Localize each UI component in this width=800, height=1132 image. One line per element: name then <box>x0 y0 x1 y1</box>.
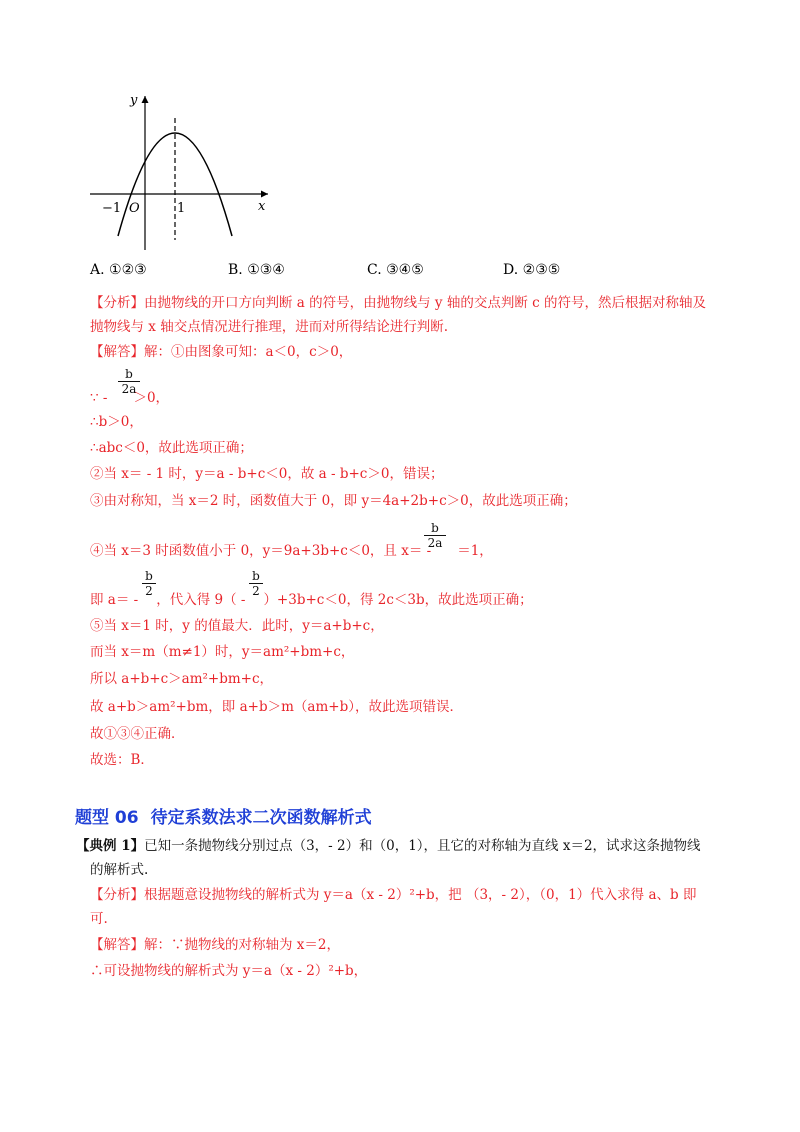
analysis-1-line-2: 抛物线与 x 轴交点情况进行推理，进而对所得结论进行判断. <box>90 319 448 335</box>
example-1-line-2: 的解析式. <box>90 862 149 878</box>
fraction-b-over-2a-2: b 2a <box>424 522 446 550</box>
solution-1-line-6: ③由对称知，当 x＝2 时，函数值大于 0，即 y＝4a+2b+c＞0，故此选项正确； <box>90 493 577 509</box>
choice-c: C. ③④⑤ <box>367 262 424 278</box>
solution-1-line-12: 故 a+b＞am²+bm，即 a+b＞m（am+b），故此选项错误． <box>90 699 463 715</box>
solution-1-line-13: 故①③④正确． <box>90 726 185 742</box>
solution-1-line-10: 而当 x＝m（m≠1）时，y＝am²+bm+c， <box>90 644 355 660</box>
fraction-b-over-2-1: b 2 <box>142 570 156 598</box>
analysis-2-line-2: 可. <box>90 911 108 927</box>
solution-1-line-4: ∴abc＜0，故此选项正确； <box>90 440 253 456</box>
solution-1-line-3: ∴b＞0， <box>90 414 143 430</box>
solution-1-line-9: ⑤当 x＝1 时，y 的值最大．此时，y＝a+b+c， <box>90 618 384 634</box>
solution-1-line-11: 所以 a+b+c＞am²+bm+c， <box>90 671 274 687</box>
choice-b: B. ①③④ <box>228 262 285 278</box>
solution-2-line-1: 【解答】解：∵抛物线的对称轴为 x＝2， <box>90 937 340 953</box>
choice-a: A. ①②③ <box>90 262 147 278</box>
fraction-b-over-2a-1: b 2a <box>118 368 140 396</box>
parabola-graph <box>88 88 278 253</box>
solution-1-line-5: ②当 x＝ - 1 时，y＝a - b+c＜0，故 a - b+c＞0，错误； <box>90 466 444 482</box>
origin-label: O <box>129 201 140 216</box>
solution-1-line-14: 故选：B． <box>90 752 154 768</box>
choice-d: D. ②③⑤ <box>503 262 561 278</box>
solution-1-line-8: 即 a＝ - ，代入得 9（ - ）+3b+c＜0，得 2c＜3b，故此选项正确； <box>90 592 533 608</box>
example-1-line-1: 【典例 1】已知一条抛物线分别过点（3，- 2）和（0，1），且它的对称轴为直线 x＝2，试求这条抛物线 <box>76 838 701 854</box>
solution-1-line-7: ④当 x＝3 时函数值小于 0，y＝9a+3b+c＜0，且 x＝ - ＝1， <box>90 543 493 559</box>
analysis-1-line-1: 【分析】由抛物线的开口方向判断 a 的符号，由抛物线与 y 轴的交点判断 c 的符号，然后根据对称轴及 <box>90 295 706 311</box>
x-axis-label: x <box>258 199 266 214</box>
solution-1-line-2: ∵ - ＞0， <box>90 390 170 406</box>
section-heading: 题型 06 待定系数法求二次函数解析式 <box>75 808 372 828</box>
solution-1-line-1: 【解答】解：①由图象可知：a＜0，c＞0， <box>90 344 353 360</box>
y-axis-label: y <box>130 93 138 108</box>
fraction-b-over-2-2: b 2 <box>249 570 263 598</box>
one-label: 1 <box>177 201 186 216</box>
neg-one-label: −1 <box>102 201 122 216</box>
analysis-2-line-1: 【分析】根据题意设抛物线的解析式为 y＝a（x - 2）²+b，把 （3，- 2），（0，1）代入求得 a、b 即 <box>90 887 697 903</box>
solution-2-line-2: ∴可设抛物线的解析式为 y＝a（x - 2）²+b， <box>90 963 368 979</box>
